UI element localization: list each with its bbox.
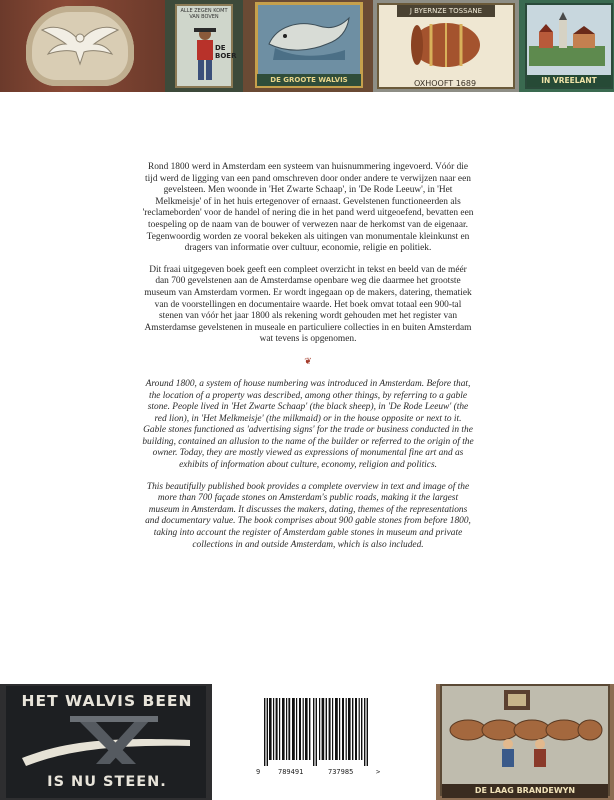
gable-stone-barrel [373,0,519,92]
english-block [142,379,474,551]
gable-stone-whale [243,0,373,92]
stone-tile [175,4,237,88]
english-paragraph-2: This beautifully published book provides a complete overview in text and image of the more than 700 façade stones on Amsterdam's public roads, making it the largest museum in Amsterdam. It discusses the makers, dating, themes of the representations and documentary value. The book comprises about 900 gable stones from before 1800, taking into account the register of Amsterdam gable stones in museum and private collections in and outside Amsterdam, which is also included. [145,481,471,550]
dutch-paragraph-1: Rond 1800 werd in Amsterdam een systeem van huisnummering ingevoerd. Vóór die tijd werd de ligging van een pand omschreven door onder andere te verwijzen naar een gevelsteen. Men woonde in 'Het Zwarte Schaap', in 'De Rode Leeuw', in 'Het Melkmeisje' of in het huis ertegenover of ernaast. Gevelstenen functioneerden als 'reclameborden' voor de handel of nering die in het pand werd uitgeoefend, bevatten een toespeling op de naam van de bouwer of verwezen naar de herkomst van de eigenaar. Tegenwoordig worden ze vooral bekeken als uitingen van monumentale kleinkunst en dragers van informatie over cultuur, economie, religie en politiek. [142,162,474,254]
barrels-and-figures-icon [444,686,606,778]
barcode-lead-digit: 9 [256,768,261,776]
stone-label: DE GROOTE WALVIS [257,74,361,86]
stone-label: DE BOER [215,44,237,60]
stone-label: DE LAAG BRANDEWYN [442,784,608,798]
barcode-group-2: 737985 [328,768,354,776]
town-icon [529,10,605,66]
barcode-tail: > [376,768,381,776]
isbn-barcode [250,692,386,784]
stone-inscription-top: HET WALVIS BEEN [21,692,193,710]
gable-stone-farmer [165,0,243,92]
barrel-icon [409,20,483,70]
barcode-group-1: 789491 [278,768,304,776]
eagle-icon [40,20,120,66]
stone-label-top: J BYERNZE TOSSANE [397,5,495,17]
stone-inscription: ALLE ZEGEN KOMT VAN BOVEN [180,8,228,20]
barcode-bars [264,698,368,766]
whalebone-icon [18,714,194,772]
stone-label: IN VREELANT [527,75,611,87]
gable-stone-brandewyn [436,684,614,800]
stone-inscription-bottom: IS NU STEEN. [47,774,167,790]
stone-label-bottom: OXHOOFT 1689 [413,79,477,88]
dutch-paragraph-2: Dit fraai uitgegeven boek geeft een compleet overzicht in tekst en beeld van de méér dan 700 gevelstenen aan de Amsterdamse openbare weg die daarmee het grootste museum van Amsterdam vormen. Er wordt ingegaan op de makers, datering, thematiek van de voorstellingen en documentaire waarde. Het boek omvat totaal een 900-tal stenen van vóór het jaar 1800 als rekening wordt gehouden met het register van Amsterdamse gevelstenen in museale en particuliere collecties in en buiten Amsterdam wat tevens is opgenomen. [144,264,472,345]
whale-icon [265,14,353,64]
back-cover-text [142,162,474,561]
gable-stone-whalebone [0,684,212,800]
gable-stone-town [519,0,614,92]
ornament-icon: ❦ [304,355,312,366]
english-paragraph-1: Around 1800, a system of house numbering was introduced in Amsterdam. Before that, the location of a property was described, among other things, by referring to a gable stone. People lived in 'Het Zwarte Schaap' (the black sheep), in 'De Rode Leeuw' (the red lion), in 'Het Melkmeisje' (the milkmaid) or in the house opposite or next to it. Gable stones functioned as 'advertising signs' for the trade or business conducted in the building, contained an allusion to the name of the builder or referred to the origin of the owner. Today, they are mostly viewed as expressions of monumental fine art and as exhibits of information about culture, economy, religion and politics. [142,378,474,471]
top-photo-strip [0,0,614,92]
bottom-photo-strip [0,684,614,800]
gable-stone-eagle [0,0,165,92]
